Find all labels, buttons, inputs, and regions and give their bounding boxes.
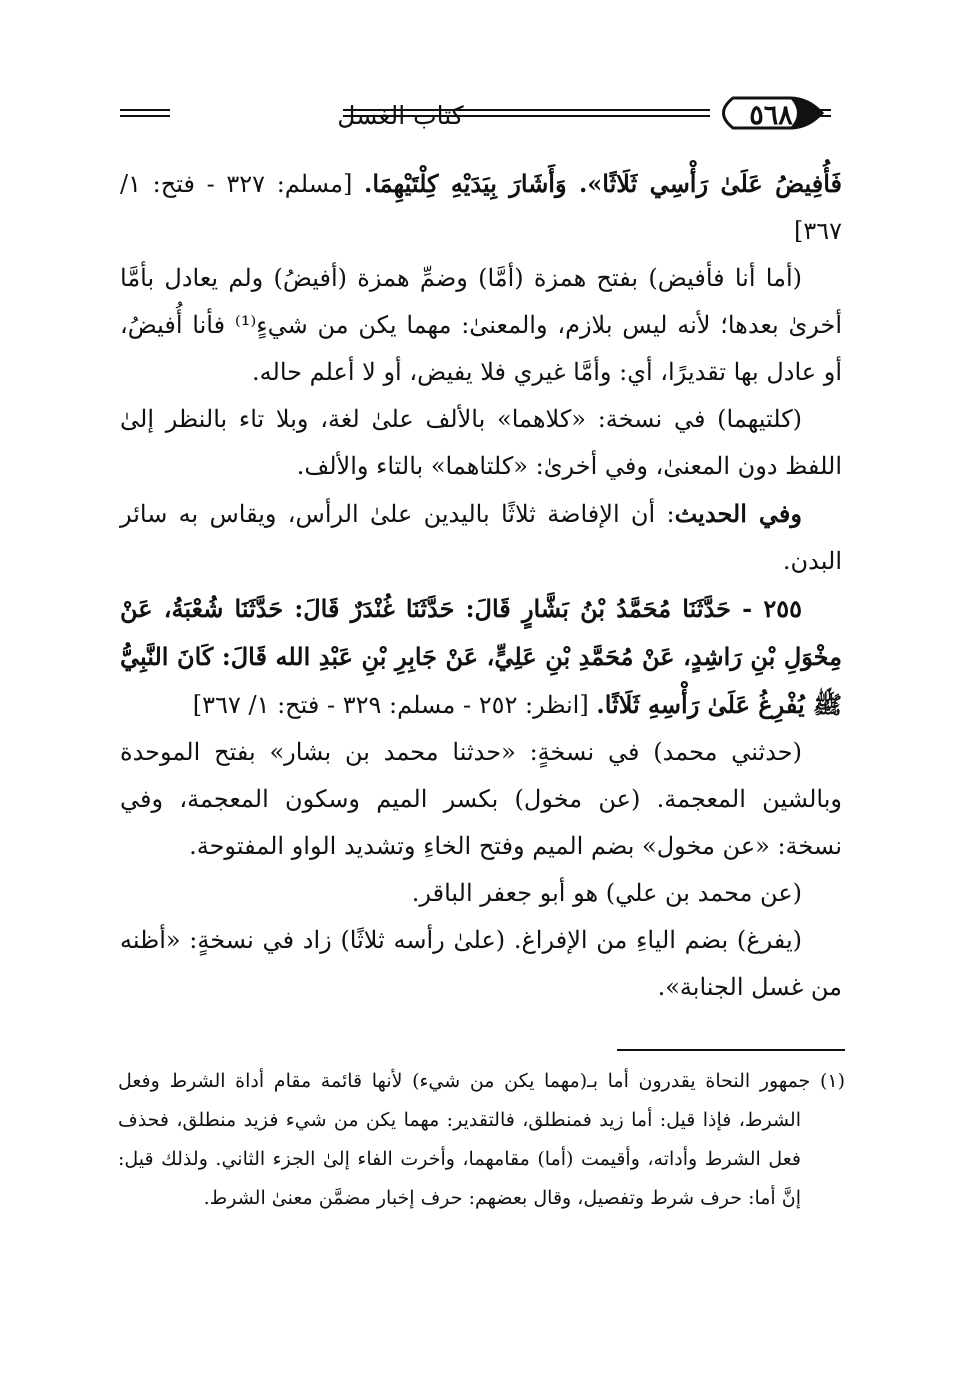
page-number: ٥٦٨ (749, 100, 793, 131)
footnote: (١) جمهور النحاة يقدرون أما بـ(مهما يكن من شيء) لأنها قائمة مقام أداة الشرط وفعل الشرط، فإذا قيل: أما زيد فمنطلق، فالتقدير: مهما يكن من شيء فزيد منطلق، فحذف فعل الشرط وأداته، وأقيمت (أما) مقامهما، وأخرت الفاء إلىٰ الجزء الثاني. ولذلك قيل: إنَّ أما: حرف شرط وتفصيل، وقال بعضهم: حرف إخبار مضمَّن معنىٰ الشرط. (118, 1070, 845, 1209)
paragraph (120, 490, 842, 585)
running-header (118, 88, 833, 144)
paragraph: (حدثني محمد) في نسخةٍ: «حدثنا محمد بن بشار» بفتح الموحدة وبالشين المعجمة. (عن مخول) بكسر الميم وسكون المعجمة، وفي نسخة: «عن مخول» بضم الميم وفتح الخاءِ وتشديد الواو المفتوحة. (120, 738, 842, 860)
footnote-separator (617, 1049, 845, 1051)
footnotes (118, 1062, 845, 1218)
main-text (120, 160, 842, 1011)
paragraph: (عن محمد بن علي) هو أبو جعفر الباقر. (411, 879, 802, 907)
paragraph (120, 160, 842, 255)
hadith-continuation: فَأُفِيضُ عَلَىٰ رَأْسِي ثَلَاثًا». وَأَشَارَ بِيَدَيْهِ كِلْتَيْهِمَا. (364, 169, 842, 198)
hadith-reference: [مسلم: ٣٢٧ - فتح: ١/ ٣٦٧] (120, 170, 842, 245)
paragraph-lead: وفي الحديث (674, 499, 802, 528)
paragraph: (يفرغ) بضم الياءِ من الإفراغ. (علىٰ رأسه ثلاثًا) زاد في نسخةٍ: «أظنه من غسل الجنابة». (120, 926, 842, 1001)
hadith-reference: [انظر: ٢٥٢ - مسلم: ٣٢٩ - فتح: ١/ ٣٦٧] (192, 691, 597, 719)
book-title: كتاب الغسل (337, 101, 464, 130)
paragraph-text: : أن الإفاضة ثلاثًا باليدين علىٰ الرأس، ويقاس به سائر البدن. (120, 500, 842, 575)
paragraph (120, 585, 842, 729)
paragraph: (كلتيهما) في نسخة: «كلاهما» بالألف علىٰ لغة، وبلا تاء بالنظر إلىٰ اللفظ دون المعنىٰ، وفي أخرىٰ: «كلتاهما» بالتاء والألف. (120, 405, 842, 480)
hadith-text: ٢٥٥ - حَدَّثَنَا مُحَمَّدُ بْنُ بَشَّارٍ قَالَ: حَدَّثَنَا غُنْدَرٌ قَالَ: حَدَّثَنَا شُعْبَةُ، عَنْ مِخْوَلِ بْنِ رَاشِدٍ، عَنْ مُحَمَّدِ بْنِ عَلِيٍّ، عَنْ جَابِرِ بْنِ عَبْدِ الله قَالَ: كَانَ النَّبِيُّ ﷺ يُفْرِغُ عَلَىٰ رَأْسِهِ ثَلَاثًا. (120, 594, 842, 719)
paragraph: (أما أنا فأفيض) بفتح همزة (أمَّا) وضمِّ همزة (أفيضُ) ولم يعادل بأمَّا أخرىٰ بعدها؛ لأنه ليس بلازم، والمعنىٰ: مهما يكن من شيءٍ⁽¹⁾ فأنا أُفيضُ، أو عادل بها تقديرًا، أي: وأمَّا غيري فلا يفيض، أو لا أعلم حاله. (120, 264, 843, 386)
